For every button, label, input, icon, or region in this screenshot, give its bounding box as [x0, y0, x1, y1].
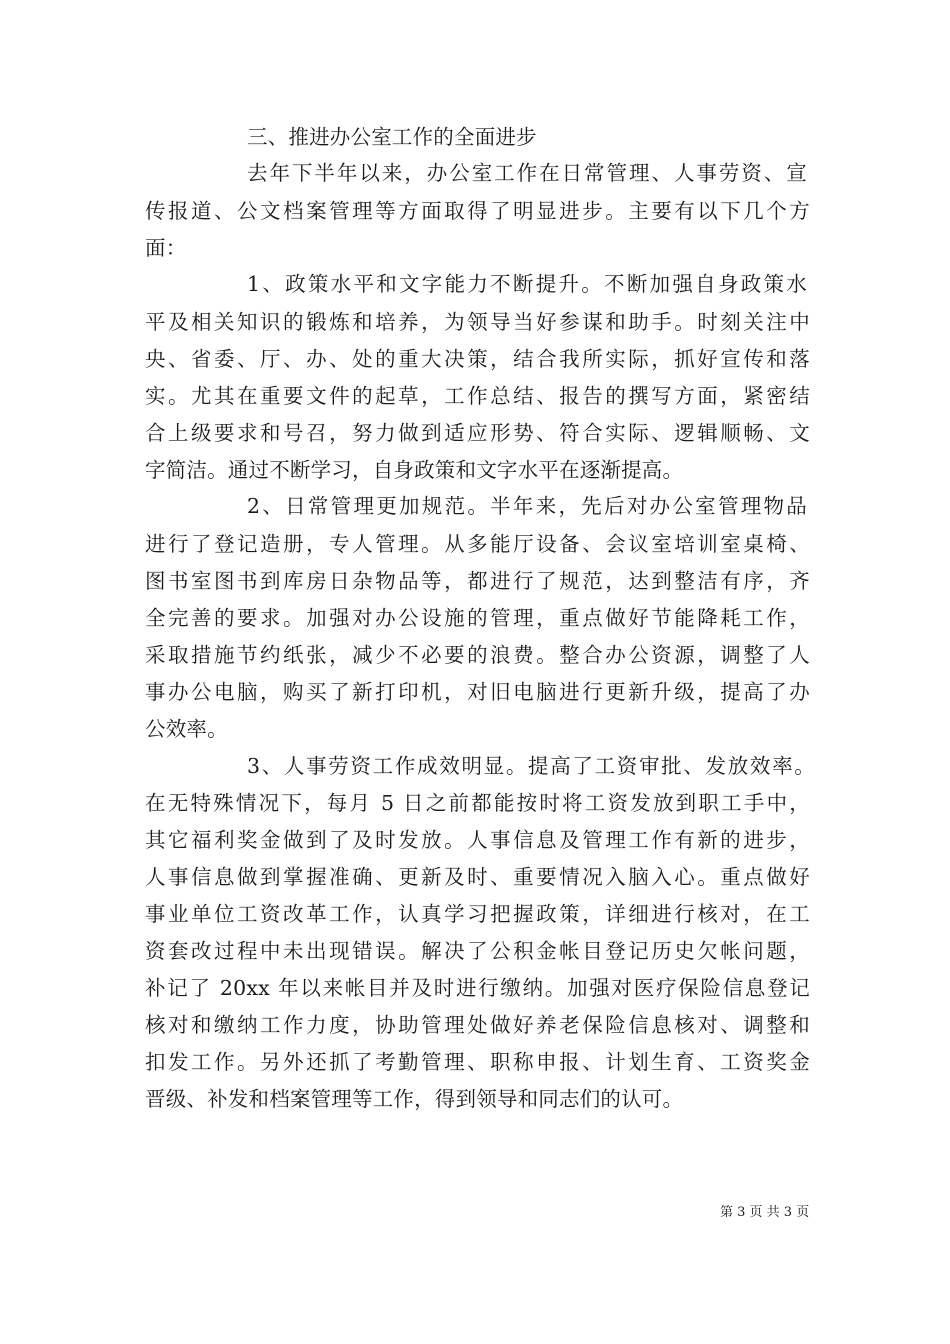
section-heading: 三、推进办公室工作的全面进步 [247, 125, 537, 149]
paragraph-line: 其它福利奖金做到了及时发放。人事信息及管理工作有新的进步， [145, 828, 810, 852]
paragraph-line: 在无特殊情况下，每月 5 日之前都能按时将工资发放到职工手中， [145, 791, 810, 815]
paragraph-line: 事办公电脑，购买了新打印机，对旧电脑进行更新升级，提高了办 [145, 680, 810, 704]
paragraph-line: 2、日常管理更加规范。半年来，先后对办公室管理物品 [247, 494, 807, 518]
paragraph-line: 1、政策水平和文字能力不断提升。不断加强自身政策水 [247, 272, 807, 296]
paragraph-line: 人事信息做到掌握准确、更新及时、重要情况入脑入心。重点做好 [145, 865, 810, 889]
paragraph-line: 3、人事劳资工作成效明显。提高了工资审批、发放效率。 [247, 754, 815, 778]
paragraph-line: 传报道、公文档案管理等方面取得了明显进步。主要有以下几个方 [145, 199, 810, 223]
paragraph-line: 面： [145, 236, 187, 260]
paragraph-line: 资套改过程中未出现错误。解决了公积金帐目登记历史欠帐问题， [145, 939, 810, 963]
paragraph-line: 实。尤其在重要文件的起草，工作总结、报告的撰写方面，紧密结 [145, 384, 810, 408]
paragraph-line: 事业单位工资改革工作，认真学习把握政策，详细进行核对，在工 [145, 902, 810, 926]
paragraph-line: 去年下半年以来，办公室工作在日常管理、人事劳资、宣 [247, 161, 807, 185]
paragraph-line: 字简洁。通过不断学习，自身政策和文字水平在逐渐提高。 [145, 458, 684, 482]
paragraph-line: 核对和缴纳工作力度，协助管理处做好养老保险信息核对、调整和 [145, 1013, 810, 1037]
paragraph-line: 采取措施节约纸张，减少不必要的浪费。整合办公资源，调整了人 [145, 643, 810, 667]
paragraph-line: 全完善的要求。加强对办公设施的管理，重点做好节能降耗工作， [145, 606, 810, 630]
paragraph-line: 央、省委、厅、办、处的重大决策，结合我所实际，抓好宣传和落 [145, 347, 810, 371]
paragraph-line: 晋级、补发和档案管理等工作，得到领导和同志们的认可。 [145, 1087, 684, 1111]
page-number-footer: 第 3 页 共 3 页 [720, 1205, 810, 1220]
paragraph-line: 图书室图书到库房日杂物品等，都进行了规范，达到整洁有序，齐 [145, 569, 810, 593]
paragraph-line: 补记了 20xx 年以来帐目并及时进行缴纳。加强对医疗保险信息登记 [145, 976, 810, 1000]
paragraph-line: 扣发工作。另外还抓了考勤管理、职称申报、计划生育、工资奖金 [145, 1050, 810, 1074]
paragraph-line: 平及相关知识的锻炼和培养，为领导当好参谋和助手。时刻关注中 [145, 310, 810, 334]
paragraph-line: 公效率。 [145, 717, 228, 741]
paragraph-line: 合上级要求和号召，努力做到适应形势、符合实际、逻辑顺畅、文 [145, 421, 810, 445]
paragraph-line: 进行了登记造册，专人管理。从多能厅设备、会议室培训室桌椅、 [145, 532, 810, 556]
